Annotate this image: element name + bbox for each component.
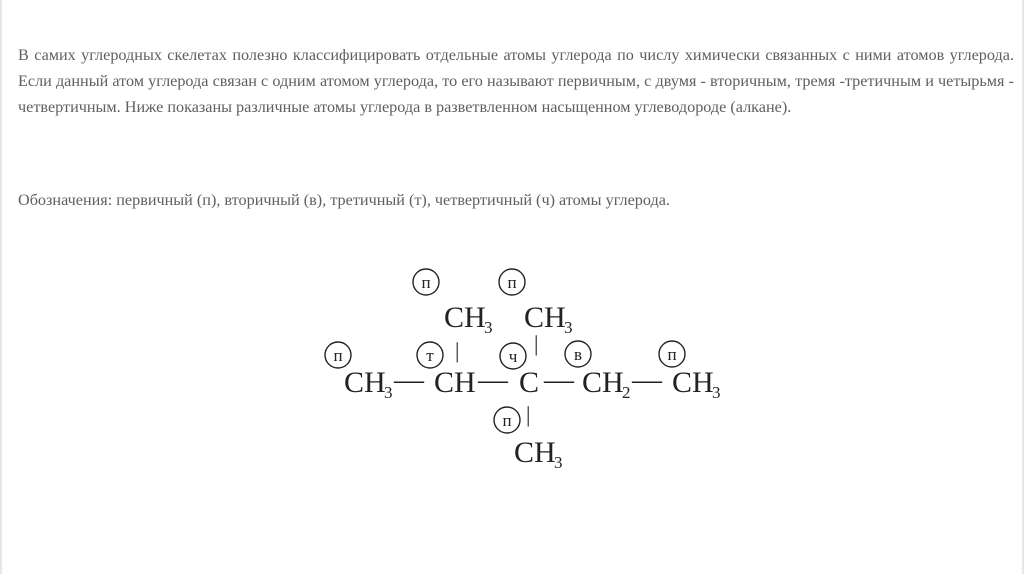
chain-ch3-right bbox=[672, 366, 721, 402]
svg-text:CH: CH bbox=[344, 366, 386, 399]
svg-text:3: 3 bbox=[712, 383, 721, 402]
svg-text:п: п bbox=[502, 411, 512, 430]
label-primary-lower bbox=[494, 407, 520, 433]
carbon-skeleton-diagram bbox=[300, 255, 760, 485]
svg-text:CH: CH bbox=[672, 366, 714, 399]
svg-text:3: 3 bbox=[564, 318, 573, 337]
svg-text:ч: ч bbox=[508, 347, 518, 366]
label-tertiary bbox=[417, 342, 443, 368]
svg-text:в: в bbox=[573, 345, 583, 364]
svg-text:п: п bbox=[333, 346, 343, 365]
svg-text:п: п bbox=[507, 273, 517, 292]
label-primary-upper-left bbox=[413, 269, 439, 295]
chain-c: C bbox=[519, 366, 540, 399]
svg-text:CH: CH bbox=[524, 301, 566, 334]
bond-3: — bbox=[544, 363, 574, 396]
svg-text:CH: CH bbox=[444, 301, 486, 334]
svg-text:2: 2 bbox=[622, 383, 631, 402]
bond-vertical-lower: | bbox=[526, 402, 531, 427]
bond-4: — bbox=[632, 363, 662, 396]
legend-paragraph: Обозначения: первичный (п), вторичный (в), третичный (т), четвертичный (ч) атомы углерода. bbox=[18, 191, 670, 209]
label-primary-left bbox=[325, 342, 351, 368]
label-primary-upper-right bbox=[499, 269, 525, 295]
upper-ch3-left bbox=[444, 301, 493, 337]
svg-text:CH: CH bbox=[514, 436, 556, 469]
chain-ch3-left bbox=[344, 366, 393, 402]
lower-ch3 bbox=[514, 436, 563, 472]
label-primary-right bbox=[659, 341, 685, 367]
svg-text:3: 3 bbox=[554, 453, 563, 472]
label-quaternary bbox=[500, 343, 526, 369]
bond-2: — bbox=[478, 363, 508, 396]
bond-1: — bbox=[394, 363, 424, 396]
chain-ch: CH bbox=[434, 366, 476, 399]
bond-vertical-upper-left: | bbox=[455, 338, 460, 363]
label-secondary bbox=[565, 341, 591, 367]
upper-ch3-right bbox=[524, 301, 573, 337]
slide-left-edge bbox=[0, 0, 2, 574]
svg-text:3: 3 bbox=[384, 383, 393, 402]
chain-ch2 bbox=[582, 366, 631, 402]
svg-text:п: п bbox=[667, 345, 677, 364]
intro-paragraph: В самих углеродных скелетах полезно классифицировать отдельные атомы углерода по числу химически связанных с ними атомов углерода. Если данный атом углерода связан с одним атомом углерода, то его называют первичным, с двумя - вторичным, тремя -третичным и четырьмя - четвертичным. Ниже показаны различные атомы углерода в разветвленном насыщенном углеводороде (алкане). bbox=[18, 46, 1014, 116]
svg-text:т: т bbox=[426, 346, 434, 365]
svg-text:CH: CH bbox=[582, 366, 624, 399]
bond-vertical-upper-right: | bbox=[534, 331, 539, 356]
svg-text:3: 3 bbox=[484, 318, 493, 337]
svg-text:п: п bbox=[421, 273, 431, 292]
